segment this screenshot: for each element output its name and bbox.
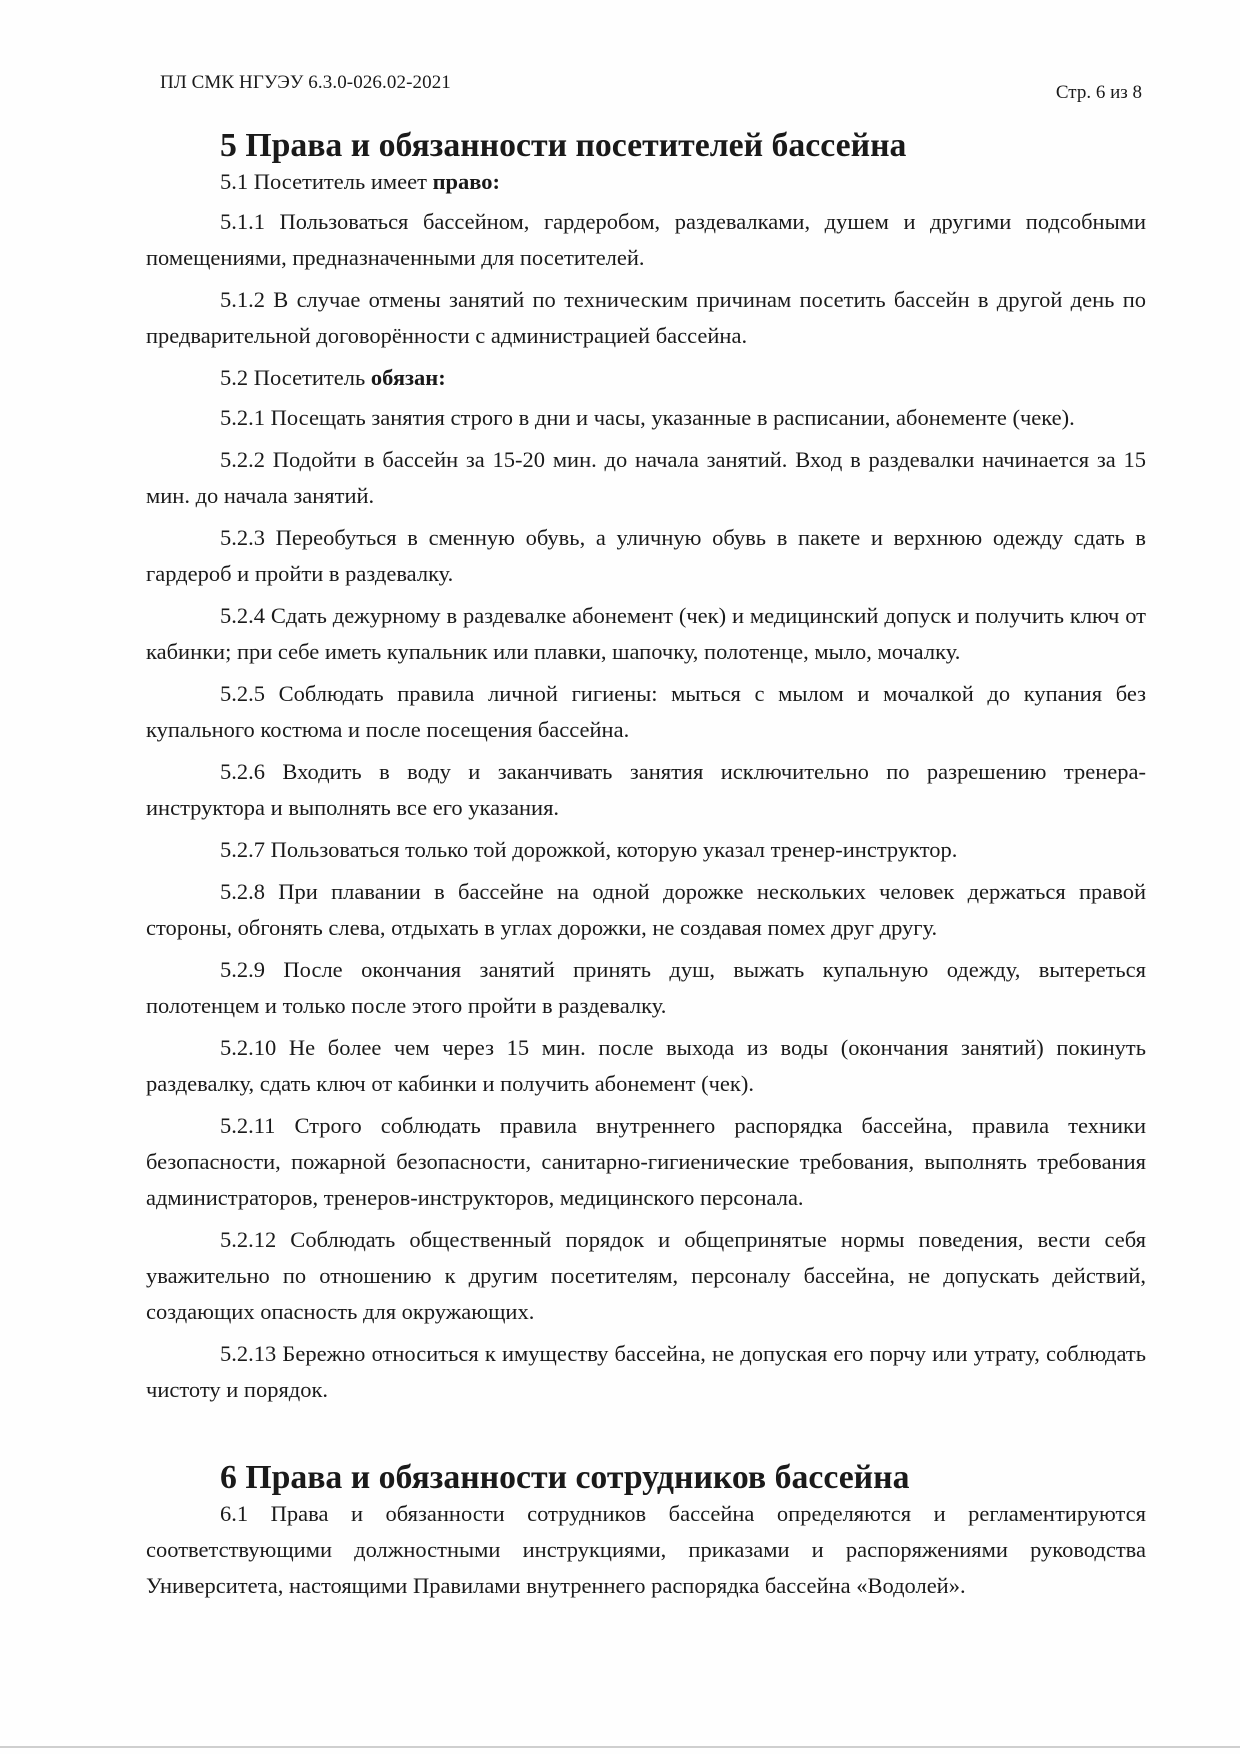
paragraph-6-1: 6.1 Права и обязанности сотрудников бассейна определяются и регламентируются соответствующими должностными инструкциями, приказами и распоряжениями руководства Университета, настоящими Правилами внутреннего распорядка бассейна «Водолей». [146,1501,1146,1598]
paragraph-5-2-9: 5.2.9 После окончания занятий принять душ, выжать купальную одежду, вытереться полотенцем и только после этого пройти в раздевалку. [146,957,1146,1018]
paragraph-5-2-5: 5.2.5 Соблюдать правила личной гигиены: мыться с мылом и мочалкой до купания без купального костюма и после посещения бассейна. [146,681,1146,742]
paragraph-5-2-bold: обязан: [370,365,446,390]
paragraph-5-2-7: 5.2.7 Пользоваться только той дорожкой, которую указал тренер-инструктор. [220,837,958,862]
paragraph-5-2-4: 5.2.4 Сдать дежурному в раздевалке абонемент (чек) и медицинский допуск и получить ключ от кабинки; при себе иметь купальник или плавки, шапочку, полотенце, мыло, мочалку. [146,603,1146,664]
paragraph-5-1-bold: право: [432,169,501,194]
scan-edge-divider [0,1746,1240,1748]
paragraph-5-1-text: 5.1 Посетитель имеет [220,169,433,194]
paragraph-5-1 [146,164,1146,200]
paragraph-5-2-1: 5.2.1 Посещать занятия строго в дни и часы, указанные в расписании, абонементе (чеке). [220,405,1075,430]
section-5-heading: 5 Права и обязанности посетителей бассейна [220,127,907,164]
paragraph-5-2-8: 5.2.8 При плавании в бассейне на одной дорожке нескольких человек держаться правой стороны, обгонять слева, отдыхать в углах дорожки, не создавая помех друг другу. [146,879,1146,940]
paragraph-5-2-12: 5.2.12 Соблюдать общественный порядок и общепринятые нормы поведения, вести себя уважительно по отношению к другим посетителям, персоналу бассейна, не допускать действий, создающих опасность для окружающих. [146,1227,1146,1324]
paragraph-5-2-10: 5.2.10 Не более чем через 15 мин. после выхода из воды (окончания занятий) покинуть раздевалку, сдать ключ от кабинки и получить абонемент (чек). [146,1035,1146,1096]
paragraph-5-2-13: 5.2.13 Бережно относиться к имуществу бассейна, не допуская его порчу или утрату, соблюдать чистоту и порядок. [146,1341,1146,1402]
paragraph-5-1-1: 5.1.1 Пользоваться бассейном, гардеробом, раздевалками, душем и другими подсобными помещениями, предназначенными для посетителей. [146,209,1146,270]
section-6-heading: 6 Права и обязанности сотрудников бассейна [220,1459,910,1496]
page-number: Стр. 6 из 8 [1055,82,1142,103]
paragraph-5-2-3: 5.2.3 Переобуться в сменную обувь, а уличную обувь в пакете и верхнюю одежду сдать в гардероб и пройти в раздевалку. [146,525,1146,586]
document-code: ПЛ СМК НГУЭУ 6.3.0-026.02-2021 [160,72,451,93]
paragraph-5-1-2: 5.1.2 В случае отмены занятий по техническим причинам посетить бассейн в другой день по предварительной договорённости с администрацией бассейна. [146,287,1146,348]
paragraph-5-2 [146,360,1146,396]
paragraph-5-2-6: 5.2.6 Входить в воду и заканчивать занятия исключительно по разрешению тренера-инструктора и выполнять все его указания. [146,759,1146,820]
paragraph-5-2-11: 5.2.11 Строго соблюдать правила внутреннего распорядка бассейна, правила техники безопасности, пожарной безопасности, санитарно-гигиенические требования, выполнять требования администраторов, тренеров-инструкторов, медицинского персонала. [146,1113,1146,1210]
document-body [146,128,1146,1610]
paragraph-5-2-text: 5.2 Посетитель [220,365,371,390]
paragraph-5-2-2: 5.2.2 Подойти в бассейн за 15-20 мин. до начала занятий. Вход в раздевалки начинается за 15 мин. до начала занятий. [146,447,1146,508]
